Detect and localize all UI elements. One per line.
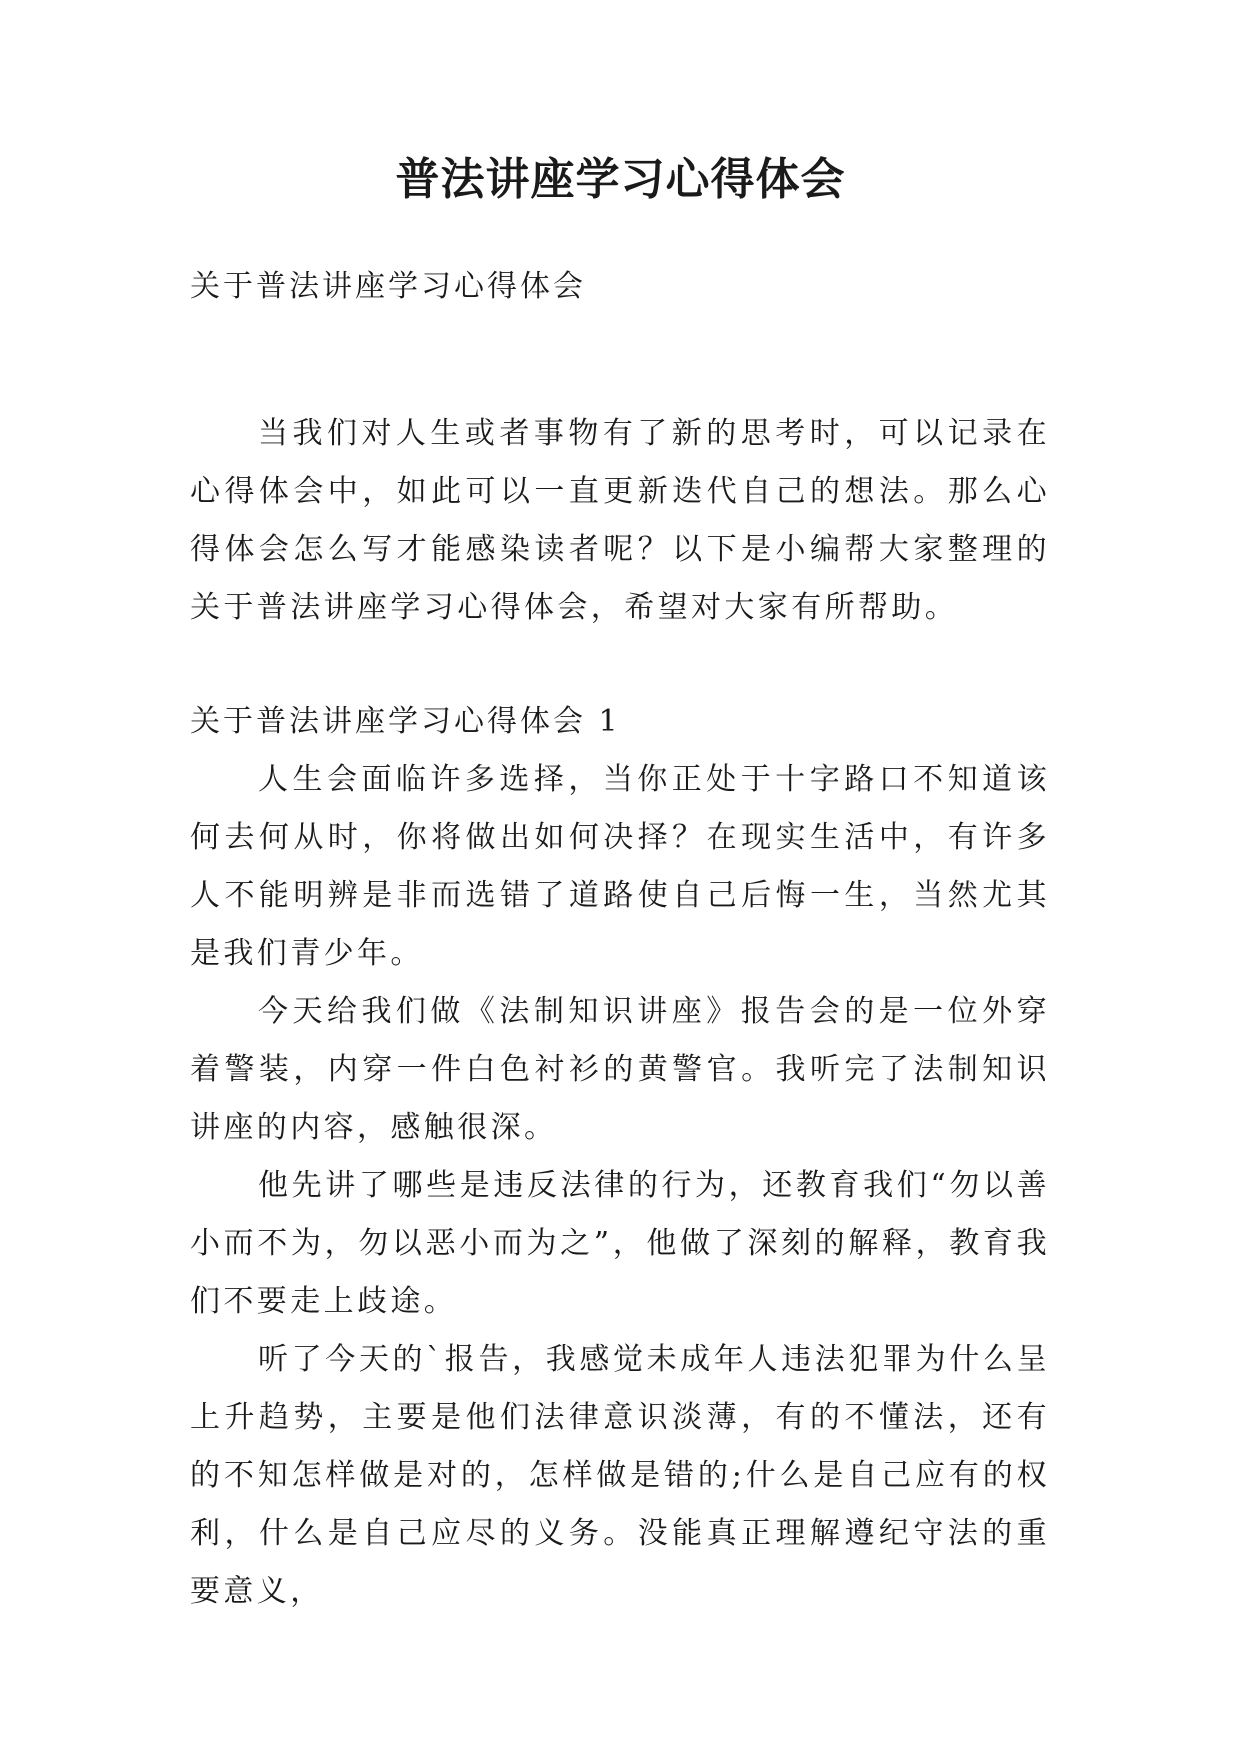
body-paragraph: 人生会面临许多选择，当你正处于十字路口不知道该何去何从时，你将做出如何决择？在现实生活中，有许多人不能明辨是非而选错了道路使自己后悔一生，当然尤其是我们青少年。 [190,762,1050,971]
document-title: 普法讲座学习心得体会 [395,154,846,205]
intro-paragraph: 当我们对人生或者事物有了新的思考时，可以记录在心得体会中，如此可以一直更新迭代自己的想法。那么心得体会怎么写才能感染读者呢？以下是小编帮大家整理的关于普法讲座学习心得体会，希望对大家有所帮助。 [190,416,1050,625]
section-body [190,751,1050,1621]
body-paragraph: 听了今天的`报告，我感觉未成年人违法犯罪为什么呈上升趋势，主要是他们法律意识淡薄，有的不懂法，还有的不知怎样做是对的，怎样做是错的;什么是自己应有的权利，什么是自己应尽的义务。没能真正理解遵纪守法的重要意义， [190,1342,1050,1609]
document-subtitle: 关于普法讲座学习心得体会 [190,269,586,304]
section-heading: 关于普法讲座学习心得体会 1 [190,704,621,739]
body-paragraph: 他先讲了哪些是违反法律的行为，还教育我们“勿以善小而不为，勿以恶小而为之”，他做了深刻的解释，教育我们不要走上歧途。 [190,1168,1050,1319]
body-paragraph: 今天给我们做《法制知识讲座》报告会的是一位外穿着警装，内穿一件白色衬衫的黄警官。我听完了法制知识讲座的内容，感触很深。 [190,994,1050,1145]
